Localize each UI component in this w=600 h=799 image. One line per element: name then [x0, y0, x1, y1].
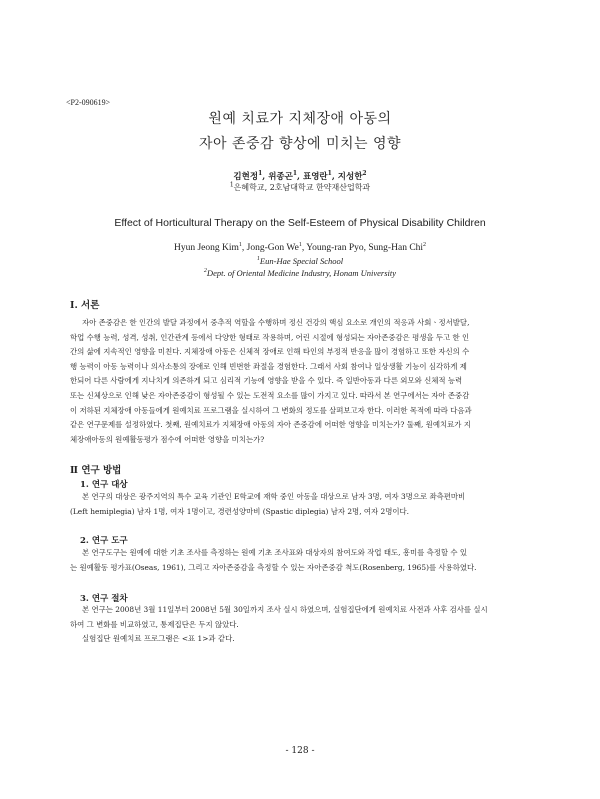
intro-line: 자아 존중감은 한 인간의 발달 과정에서 중추적 역할을 수행하며 정신 건강의 핵심 요소로 개인의 적응과 사회ㆍ정서발달,	[82, 318, 470, 327]
intro-line: 이 저하된 지체장애 아동들에게 원예치료 프로그램을 실시하여 그 변화의 정도를 살펴보고자 한다. 이러한 목적에 따라 다음과	[70, 405, 472, 415]
korean-affiliations: $^1$은혜학교, 2호남대학교 한약재산업학과	[229, 181, 371, 192]
subsection-3-line: 본 연구는 2008년 3월 11일부터 2008년 5월 30일까지 조사 실시 하였으며, 실험집단에게 원예치료 사전과 사후 검사를 실시	[82, 605, 488, 614]
subsection-3-paragraph	[70, 603, 530, 647]
intro-heading: Ⅰ. 서론	[70, 300, 100, 311]
intro-line: 행 능력이 아동 능력이나 의사소통의 장애로 인해 빈번한 좌절을 경험한다. 그래서 사회 참여나 일상생활 기능이 심각하게 제	[70, 361, 467, 371]
subsection-2-line: 는 원예활동 평가표(Oseas, 1961), 그리고 자아존중감을 측정할 수 있는 자아존중감 척도(Rosenberg, 1965)를 사용하였다.	[70, 562, 477, 572]
subsection-3-line: 하여 그 변화를 비교하였고, 통제집단은 두지 않았다.	[70, 619, 239, 629]
english-title: Effect of Horticultural Therapy on the Self-Esteem of Physical Disability Children	[114, 217, 486, 229]
intro-line: 같은 연구문제를 설정하였다. 첫째, 원예치료가 지체장애 아동의 자아 존중감에 어떠한 영향을 미치는가? 둘째, 원예치료가 지	[70, 420, 471, 430]
methods-heading: Ⅱ 연구 방법	[70, 465, 122, 476]
page-number: - 128 -	[285, 746, 315, 756]
english-authors: Hyun Jeong Kim$^1$, Jong-Gon We$^1$, Young-ran Pyo, Sung-Han Chi$^2$	[173, 241, 427, 253]
intro-paragraph	[70, 316, 530, 447]
subsection-1-line: (Left hemiplegia) 남자 1명, 여자 1명이고, 경련성양마비 (Spastic diplegia) 남자 2명, 여자 2명이다.	[70, 506, 409, 516]
intro-line: 한되어 다른 사람에게 지나치게 의존하게 되고 심리적 기능에 영향을 받을 수 있다. 즉 일반아동과 다른 외모와 신체적 능력	[70, 376, 463, 386]
subsection-3-heading: 3. 연구 절차	[80, 594, 128, 604]
english-affiliation-2: $^2$Dept. of Oriental Medicine Industry, Honam University	[203, 268, 397, 278]
korean-authors: 김현정$^1$, 위종곤$^1$, 표영란$^1$, 지성한$^2$	[233, 170, 367, 182]
english-affiliation-1: $^1$Eun-Hae Special School	[256, 256, 344, 266]
korean-title-line-1: 원예 치료가 지체장애 아동의	[208, 111, 392, 127]
subsection-1-paragraph	[70, 490, 530, 519]
intro-line: 또는 신체상으로 인해 낮은 자아존중감이 형성될 수 있는 도전적 요소를 많이 가지고 있다. 따라서 본 연구에서는 자아 존중감	[70, 390, 470, 400]
paper-code: <P2-090619>	[66, 98, 111, 107]
korean-title-line-2: 자아 존중감 향상에 미치는 영향	[198, 136, 402, 152]
subsection-1-heading: 1. 연구 대상	[80, 480, 128, 490]
subsection-2-heading: 2. 연구 도구	[80, 536, 128, 546]
subsection-3-line: 실험집단 원예치료 프로그램은 <표 1>과 같다.	[82, 634, 235, 644]
subsection-2-paragraph	[70, 546, 530, 575]
subsection-1-line: 본 연구의 대상은 광주지역의 특수 교육 기관인 E학교에 재학 중인 아동을 대상으로 남자 3명, 여자 3명으로 좌측편마비	[82, 492, 466, 501]
subsection-2-line: 본 연구도구는 원예에 대한 기초 조사를 측정하는 원예 기초 조사표와 대상자의 참여도와 작업 태도, 흥미를 측정할 수 있	[82, 548, 467, 557]
intro-line: 체장애아동의 원예활동평가 점수에 어떠한 영향을 미치는가?	[70, 434, 265, 444]
intro-line: 간의 삶에 지속적인 영향을 미친다. 지체장애 아동은 신체적 장애로 인해 타인의 부정적 반응을 많이 경험하고 또한 자신의 수	[70, 347, 470, 357]
intro-line: 학업 수행 능력, 성격, 성취, 인간관계 등에서 다양한 형태로 작용하며, 어린 시절에 형성되는 자아존중감은 평생을 두고 한 인	[70, 332, 470, 342]
